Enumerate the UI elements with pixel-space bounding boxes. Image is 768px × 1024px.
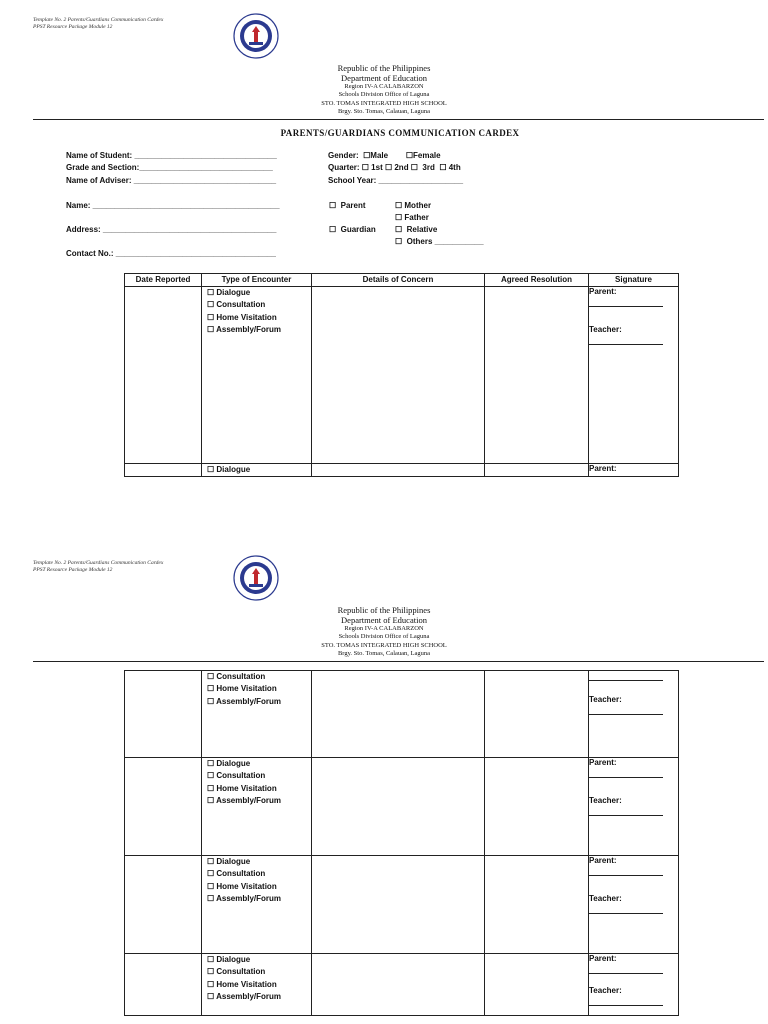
date-cell[interactable] — [125, 758, 202, 856]
consultation-checkbox[interactable]: ☐ Consultation — [207, 771, 266, 781]
parent-signature-label: Parent: — [589, 954, 617, 963]
details-cell[interactable] — [312, 287, 485, 464]
assembly-forum-checkbox[interactable]: ☐ Assembly/Forum — [207, 324, 282, 334]
teacher-signature-label: Teacher: — [589, 894, 622, 903]
header-address: Brgy. Sto. Tomas, Calauan, Laguna — [337, 649, 431, 657]
student-name-field[interactable]: Name of Student: ________________________________ — [66, 151, 277, 160]
table-row — [125, 954, 679, 1016]
table-row — [125, 856, 679, 954]
template-note-line: PPST Resource Package Module 12 — [33, 23, 113, 30]
parent-signature-label: Parent: — [589, 287, 617, 296]
template-note — [33, 560, 163, 573]
date-cell[interactable] — [125, 954, 202, 1016]
home-visitation-checkbox[interactable]: ☐ Home Visitation — [207, 783, 277, 793]
home-visitation-checkbox[interactable]: ☐ Home Visitation — [207, 312, 277, 322]
header-department: Department of Education — [341, 73, 427, 83]
details-cell[interactable] — [312, 464, 485, 477]
encounter-cell — [202, 287, 312, 464]
details-cell[interactable] — [312, 856, 485, 954]
date-cell[interactable] — [125, 671, 202, 758]
date-cell[interactable] — [125, 856, 202, 954]
header-division: Schools Division Office of Laguna — [338, 91, 430, 99]
table-header-row — [125, 274, 679, 287]
adviser-field[interactable]: Name of Adviser: ________________________________ — [66, 176, 277, 185]
gender-field[interactable]: Gender: ☐Male ☐Female — [328, 151, 441, 160]
teacher-signature-line[interactable] — [589, 996, 663, 1006]
header-address: Brgy. Sto. Tomas, Calauan, Laguna — [337, 107, 431, 115]
header-school: STO. TOMAS INTEGRATED HIGH SCHOOL — [321, 99, 447, 107]
dialogue-checkbox[interactable]: ☐ Dialogue — [207, 759, 251, 768]
teacher-signature-label: Teacher: — [589, 325, 622, 334]
communication-table-continued — [124, 670, 679, 1016]
teacher-signature-label: Teacher: — [589, 695, 622, 704]
table-row — [125, 464, 679, 477]
col-date-reported: Date Reported — [125, 274, 202, 287]
header-region: Region IV-A CALABARZON — [344, 625, 424, 632]
details-cell[interactable] — [312, 671, 485, 758]
page-header — [0, 63, 768, 116]
signature-cell — [589, 287, 679, 464]
dialogue-checkbox[interactable]: ☐ Dialogue — [207, 288, 251, 297]
address-field[interactable]: Address: _______________________________________ — [66, 225, 277, 234]
guardian-checkbox[interactable]: ☐ Guardian — [329, 225, 376, 234]
resolution-cell[interactable] — [485, 671, 589, 758]
page-header — [0, 605, 768, 658]
parent-signature-line[interactable] — [589, 671, 663, 681]
dialogue-checkbox[interactable]: ☐ Dialogue — [207, 465, 251, 474]
parent-checkbox[interactable]: ☐ Parent — [329, 201, 366, 210]
consultation-checkbox[interactable]: ☐ Consultation — [207, 869, 266, 879]
deped-seal-icon — [233, 13, 279, 59]
teacher-signature-line[interactable] — [589, 705, 663, 715]
col-signature: Signature — [589, 274, 679, 287]
header-republic: Republic of the Philippines — [337, 605, 431, 615]
assembly-forum-checkbox[interactable]: ☐ Assembly/Forum — [207, 795, 282, 805]
col-agreed-resolution: Agreed Resolution — [485, 274, 589, 287]
assembly-forum-checkbox[interactable]: ☐ Assembly/Forum — [207, 696, 282, 706]
contact-field[interactable]: Contact No.: ____________________________________ — [66, 249, 276, 258]
table-row — [125, 758, 679, 856]
col-details-of-concern: Details of Concern — [312, 274, 485, 287]
col-type-of-encounter: Type of Encounter — [202, 274, 312, 287]
table-row — [125, 287, 679, 464]
parent-signature-line[interactable] — [589, 866, 663, 876]
consultation-checkbox[interactable]: ☐ Consultation — [207, 672, 266, 681]
relative-checkbox[interactable]: ☐ Relative — [395, 225, 438, 234]
dialogue-checkbox[interactable]: ☐ Dialogue — [207, 857, 251, 866]
home-visitation-checkbox[interactable]: ☐ Home Visitation — [207, 979, 277, 989]
template-note — [33, 17, 163, 30]
parent-signature-label: Parent: — [589, 758, 617, 767]
table-row — [125, 671, 679, 758]
header-school: STO. TOMAS INTEGRATED HIGH SCHOOL — [321, 641, 447, 649]
page-title: PARENTS/GUARDIANS COMMUNICATION CARDEX — [280, 128, 520, 138]
consultation-checkbox[interactable]: ☐ Consultation — [207, 300, 266, 310]
details-cell[interactable] — [312, 758, 485, 856]
guardian-name-field[interactable]: Name: __________________________________________ — [66, 201, 280, 210]
header-region: Region IV-A CALABARZON — [344, 83, 424, 90]
header-divider — [33, 661, 764, 662]
date-cell[interactable] — [125, 464, 202, 477]
mother-checkbox[interactable]: ☐ Mother — [395, 201, 432, 210]
home-visitation-checkbox[interactable]: ☐ Home Visitation — [207, 684, 277, 694]
deped-seal-icon — [233, 555, 279, 601]
parent-signature-label: Parent: — [589, 856, 617, 865]
resolution-cell[interactable] — [485, 954, 589, 1016]
home-visitation-checkbox[interactable]: ☐ Home Visitation — [207, 881, 277, 891]
details-cell[interactable] — [312, 954, 485, 1016]
resolution-cell[interactable] — [485, 758, 589, 856]
assembly-forum-checkbox[interactable]: ☐ Assembly/Forum — [207, 991, 282, 1001]
template-note-line: Template No. 2 Parents/Guardians Communication Cardex — [33, 17, 164, 23]
parent-signature-line[interactable] — [589, 964, 663, 974]
father-checkbox[interactable]: ☐ Father — [395, 213, 429, 222]
header-division: Schools Division Office of Laguna — [338, 633, 430, 641]
template-note-line: Template No. 2 Parents/Guardians Communication Cardex — [33, 560, 164, 566]
parent-signature-line[interactable] — [589, 768, 663, 778]
school-year-field[interactable]: School Year: ___________________ — [328, 176, 464, 185]
others-checkbox[interactable]: ☐ Others ___________ — [395, 237, 484, 246]
quarter-field[interactable]: Quarter: ☐ 1st ☐ 2nd ☐ 3rd ☐ 4th — [328, 163, 461, 172]
consultation-checkbox[interactable]: ☐ Consultation — [207, 967, 266, 977]
header-divider — [33, 119, 764, 120]
header-department: Department of Education — [341, 615, 427, 625]
communication-table — [124, 273, 679, 477]
parent-signature-label: Parent: — [589, 464, 617, 473]
resolution-cell[interactable] — [485, 856, 589, 954]
teacher-signature-label: Teacher: — [589, 986, 622, 995]
grade-section-field[interactable]: Grade and Section:______________________________ — [66, 163, 273, 172]
header-republic: Republic of the Philippines — [337, 63, 431, 73]
teacher-signature-label: Teacher: — [589, 796, 622, 805]
teacher-signature-line[interactable] — [589, 904, 663, 914]
teacher-signature-line[interactable] — [589, 335, 663, 345]
parent-signature-line[interactable] — [589, 297, 663, 307]
resolution-cell[interactable] — [485, 287, 589, 464]
dialogue-checkbox[interactable]: ☐ Dialogue — [207, 955, 251, 964]
assembly-forum-checkbox[interactable]: ☐ Assembly/Forum — [207, 893, 282, 903]
date-cell[interactable] — [125, 287, 202, 464]
teacher-signature-line[interactable] — [589, 806, 663, 816]
template-note-line: PPST Resource Package Module 12 — [33, 566, 113, 573]
resolution-cell[interactable] — [485, 464, 589, 477]
